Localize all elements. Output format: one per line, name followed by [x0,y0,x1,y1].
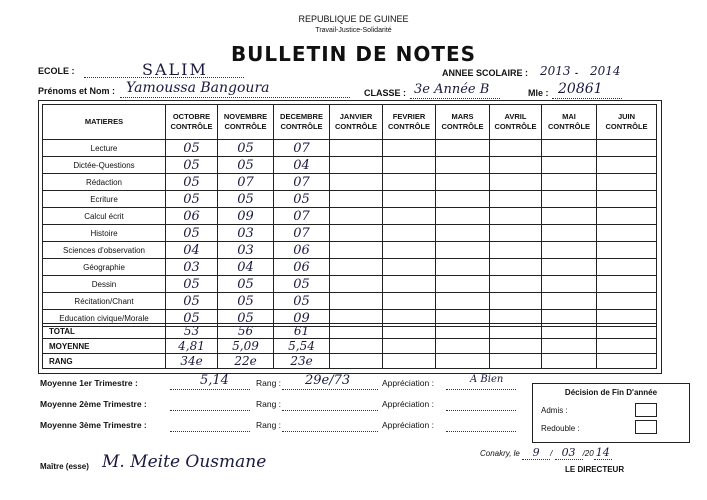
table-row [43,242,657,259]
grade-cell [383,208,436,225]
column-header [436,105,490,140]
grade-cell [490,157,542,174]
subject-cell: Calcul écrit [43,208,166,225]
grade-cell [330,174,383,191]
table-row [43,174,657,191]
grade-cell [330,191,383,208]
admis-checkbox[interactable] [635,403,657,417]
totals-value [383,354,436,369]
trimester-moyenne-field [170,422,250,432]
grade-cell [597,174,657,191]
document-title: BULLETIN DE NOTES [230,42,477,66]
date-year: 14 [595,446,610,459]
grade-cell: 05 [218,157,274,174]
grade-cell [542,276,597,293]
grade-cell: 05 [166,276,218,293]
column-header [383,105,436,140]
trimester-label: Moyenne 3ème Trimestre : [40,420,147,430]
classe-field [410,82,500,99]
grade-cell [436,225,490,242]
column-header-month: MATIERES [84,117,124,126]
grade-cell [383,242,436,259]
trimester-rang-field [282,422,378,432]
grade-cell [383,157,436,174]
grade-cell [383,140,436,157]
trimester-rang-label: Rang : [256,399,282,409]
totals-value [490,354,542,369]
totals-value [597,324,657,339]
grade-cell [597,157,657,174]
trimester-rang-label: Rang : [256,378,282,388]
grade-cell [490,208,542,225]
subject-cell: Dictée-Questions [43,157,166,174]
column-header-type: CONTRÔLE [605,122,648,131]
grade-cell: 05 [166,310,218,327]
grade-cell: 07 [274,225,330,242]
grade-cell [330,225,383,242]
totals-value: 34e [166,354,218,369]
grade-cell [490,259,542,276]
column-header [542,105,597,140]
column-header-type: CONTRÔLE [334,122,378,131]
grade-cell: 05 [166,140,218,157]
totals-value [542,339,597,354]
trimester-appreciation-label: Appréciation : [382,420,434,430]
column-header-month: NOVEMBRE [223,112,268,121]
subject-cell: Dessin [43,276,166,293]
grade-cell [383,174,436,191]
trimester-moyenne: 5,14 [200,373,229,388]
grade-cell: 05 [218,310,274,327]
grade-cell [490,225,542,242]
totals-table [42,323,657,369]
decision-box [532,383,690,443]
annee-start: 2013 [540,64,571,78]
grade-cell: 07 [274,208,330,225]
column-header [43,105,166,140]
column-header-type: CONTRÔLE [547,122,591,131]
grade-cell [597,259,657,276]
grade-cell: 06 [274,259,330,276]
grade-cell [597,191,657,208]
totals-value: 53 [166,324,218,339]
totals-value [597,354,657,369]
grade-cell: 05 [166,174,218,191]
trimester-label: Moyenne 2ème Trimestre : [40,399,147,409]
grade-cell: 07 [274,174,330,191]
nom-field [120,80,350,98]
grade-cell [330,293,383,310]
grade-cell [436,293,490,310]
grade-cell [330,140,383,157]
grade-cell: 05 [218,293,274,310]
motto: Travail-Justice-Solidarité [315,27,392,34]
grade-cell [490,242,542,259]
grade-cell [490,174,542,191]
grade-cell: 05 [166,225,218,242]
trimester-rang: 29e/73 [305,373,351,388]
grade-cell [330,157,383,174]
table-row [43,259,657,276]
grade-cell [490,293,542,310]
trimester-appreciation-label: Appréciation : [382,399,434,409]
grade-cell [383,191,436,208]
grade-cell: 03 [166,259,218,276]
column-header-type: CONTRÔLE [170,122,213,131]
grade-cell [330,208,383,225]
subject-cell: Rédaction [43,174,166,191]
column-header-type: CONTRÔLE [441,122,484,131]
totals-row [43,354,657,369]
grade-cell [383,293,436,310]
grade-cell [490,276,542,293]
trimester-label: Moyenne 1er Trimestre : [40,378,138,388]
trimester-appreciation-field [446,422,516,432]
grade-cell: 06 [166,208,218,225]
column-header-month: OCTOBRE [172,112,211,121]
classe-value: 3e Année B [414,82,490,97]
grade-cell: 09 [274,310,330,327]
grade-cell: 05 [274,276,330,293]
country-heading: REPUBLIQUE DE GUINEE [298,14,409,24]
grade-cell: 05 [218,140,274,157]
maitre-signature: M. Meite Ousmane [102,452,267,472]
column-header-month: MAI [562,112,576,121]
column-header-month: MARS [451,112,474,121]
grade-cell [542,191,597,208]
date-line: Conakry, le 9 / 03 /20 14 [480,446,610,459]
grade-cell [542,140,597,157]
table-row [43,140,657,157]
ecole-field [84,60,244,79]
table-row [43,293,657,310]
subject-cell: Sciences d'observation [43,242,166,259]
column-header [166,105,218,140]
ecole-label: ECOLE : [38,66,75,76]
column-header-month: JANVIER [339,112,373,121]
trimester-appreciation-label: Appréciation : [382,378,434,388]
grade-cell: 05 [218,191,274,208]
nom-label: Prénoms et Nom : [38,86,116,96]
table-row [43,191,657,208]
ecole-value: SALIM [142,60,208,79]
column-header [490,105,542,140]
date-year-prefix: 20 [584,449,594,458]
date-day: 9 [532,446,540,459]
grade-cell: 07 [218,174,274,191]
redouble-label: Redouble : [541,424,580,433]
nom-value: Yamoussa Bangoura [126,80,270,96]
grade-cell [597,208,657,225]
subject-cell: Lecture [43,140,166,157]
grade-cell [436,157,490,174]
grade-cell [597,276,657,293]
decision-title: Décision de Fin D'année [564,388,658,397]
grade-cell [542,293,597,310]
grade-cell: 04 [218,259,274,276]
grade-cell [597,242,657,259]
totals-label: RANG [43,354,166,369]
table-row [43,208,657,225]
column-header-month: FEVRIER [392,112,426,121]
grade-cell: 04 [166,242,218,259]
grade-cell [436,191,490,208]
table-row [43,225,657,242]
trimester-moyenne-field [170,401,250,411]
totals-value [436,354,490,369]
grade-cell: 03 [218,242,274,259]
annee-label: ANNEE SCOLAIRE : [442,68,529,78]
maitre-label: Maître (esse) [40,462,89,471]
column-header-month: DECEMBRE [280,112,323,121]
grade-cell [542,259,597,276]
grade-cell [542,174,597,191]
grade-cell [436,208,490,225]
column-header-month: JUIN [617,112,636,121]
grade-cell: 05 [274,293,330,310]
grades-table [42,104,657,327]
grade-cell [436,276,490,293]
subject-cell: Histoire [43,225,166,242]
header-row [43,105,657,140]
grade-cell: 05 [274,191,330,208]
grade-cell [490,191,542,208]
date-month: 03 [561,446,576,459]
totals-value [383,339,436,354]
grade-cell [542,208,597,225]
table-row [43,276,657,293]
trimester-rang-label: Rang : [256,420,282,430]
totals-row [43,339,657,354]
totals-label: MOYENNE [43,339,166,354]
column-header-type: CONTRÔLE [224,122,267,131]
totals-value: 4,81 [166,339,218,354]
grade-cell [436,259,490,276]
totals-value: 5,54 [274,339,330,354]
grade-cell: 05 [166,157,218,174]
mle-label: Mle : [528,88,549,98]
column-header-type: CONTRÔLE [494,122,537,131]
grade-cell [330,276,383,293]
grade-cell [490,140,542,157]
mle-value: 20861 [558,81,603,97]
totals-value [490,339,542,354]
totals-value: 56 [218,324,274,339]
redouble-checkbox[interactable] [635,420,657,434]
date-place: Conakry, le [480,449,520,458]
grade-cell [597,140,657,157]
table-row [43,157,657,174]
totals-value [436,324,490,339]
totals-value [542,324,597,339]
column-header [274,105,330,140]
grade-cell [383,259,436,276]
column-header-type: CONTRÔLE [387,122,431,131]
grade-cell [436,242,490,259]
annee-separator: - [575,68,578,78]
grade-cell: 06 [274,242,330,259]
totals-value [597,339,657,354]
column-header [330,105,383,140]
grade-cell: 05 [218,276,274,293]
totals-value: 5,09 [218,339,274,354]
subject-cell: Géographie [43,259,166,276]
column-header [597,105,657,140]
grade-cell [542,242,597,259]
grade-cell: 04 [274,157,330,174]
trimester-appreciation: A Bien [470,374,504,385]
totals-value: 22e [218,354,274,369]
grade-cell [597,225,657,242]
grade-cell [542,225,597,242]
grade-cell [436,174,490,191]
column-header-month: AVRIL [504,112,527,121]
totals-value [330,354,383,369]
totals-value: 23e [274,354,330,369]
trimester-appreciation-field [446,401,516,411]
totals-label: TOTAL [43,324,166,339]
totals-row [43,324,657,339]
totals-value [436,339,490,354]
totals-value [330,324,383,339]
column-header-type: CONTRÔLE [280,122,323,131]
subject-cell: Ecriture [43,191,166,208]
grade-cell: 03 [218,225,274,242]
grade-cell: 07 [274,140,330,157]
annee-end: 2014 [590,64,621,78]
grade-cell: 05 [166,191,218,208]
subject-cell: Récitation/Chant [43,293,166,310]
subject-cell: Education civique/Morale [43,310,166,327]
totals-value [330,339,383,354]
totals-value [383,324,436,339]
totals-value [490,324,542,339]
grade-cell [330,242,383,259]
grade-cell: 05 [166,293,218,310]
grade-cell [383,276,436,293]
column-header [218,105,274,140]
grade-cell [597,293,657,310]
directeur-label: LE DIRECTEUR [565,465,625,474]
mle-field [552,81,622,99]
grade-cell: 09 [218,208,274,225]
grade-cell [330,259,383,276]
totals-value [542,354,597,369]
trimester-rang-field [282,401,378,411]
totals-value: 61 [274,324,330,339]
grade-cell [542,157,597,174]
grade-cell [383,225,436,242]
grade-cell [436,140,490,157]
admis-label: Admis : [541,406,568,415]
classe-label: CLASSE : [364,88,407,98]
